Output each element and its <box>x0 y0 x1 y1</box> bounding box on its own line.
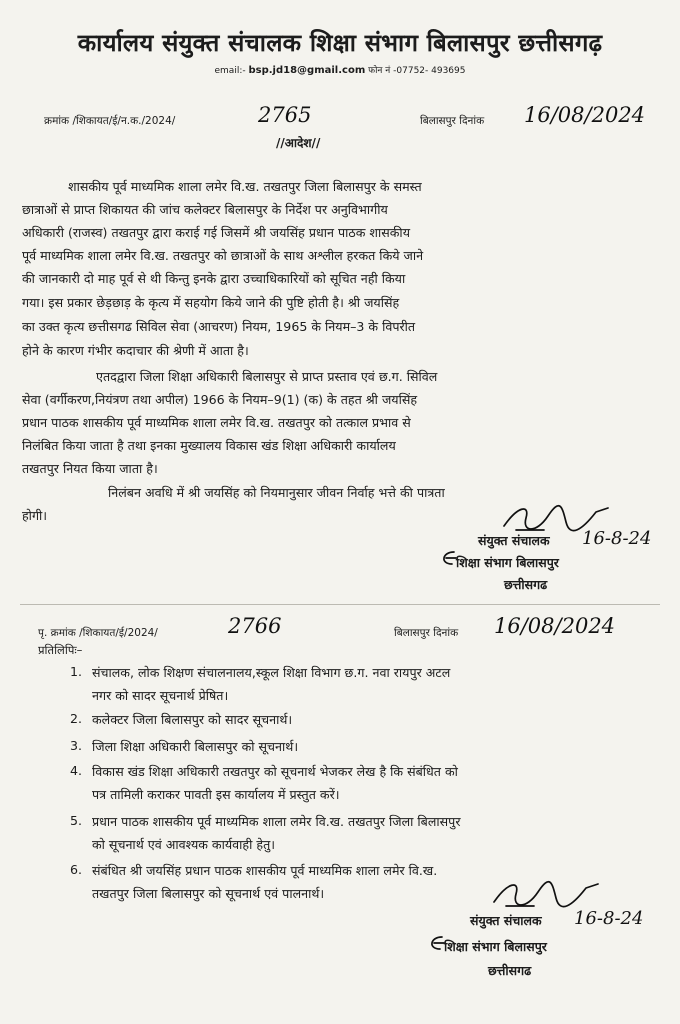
phone-label: फोन नं <box>368 66 391 76</box>
order-date: 16/08/2024 <box>524 103 646 127</box>
list-item-line: विकास खंड शिक्षा अधिकारी तखतपुर को सूचनार्थ भेजकर लेख है कि संबंधित को <box>92 764 458 779</box>
sig2-division: शिक्षा संभाग बिलासपुर <box>444 939 547 954</box>
office-title: कार्यालय संयुक्त संचालक शिक्षा संभाग बिलासपुर छत्तीसगढ़ <box>77 29 603 57</box>
list-item-line: संचालक, लोक शिक्षण संचालनालय,स्कूल शिक्षा विभाग छ.ग. नवा रायपुर अटल <box>92 665 451 680</box>
endorsement-ref-prefix: पृ. क्रमांक /शिकायत/ई/2024/ <box>38 627 158 639</box>
para1-line: गया। इस प्रकार छेड़छाड़ के कृत्य में सहयोग किये जाने की पुष्टि होती है। श्री जयसिंह <box>22 295 400 310</box>
sig2-state: छत्तीसगढ <box>488 963 532 978</box>
contact-line <box>0 63 680 76</box>
para2-line: एतदद्वारा जिला शिक्षा अधिकारी बिलासपुर से प्राप्त प्रस्ताव एवं छ.ग. सिविल <box>96 369 438 384</box>
sig1-state: छत्तीसगढ <box>504 577 548 592</box>
list-item-number: 3. <box>70 738 83 753</box>
list-item-line: नगर को सादर सूचनार्थ प्रेषित। <box>92 688 229 703</box>
endorsement-ref-number: 2766 <box>228 614 282 638</box>
para1-line: शासकीय पूर्व माध्यमिक शाला लमेर वि.ख. तखतपुर जिला बिलासपुर के समस्त <box>68 179 422 194</box>
endorsement-place-date-label: बिलासपुर दिनांक <box>394 627 459 639</box>
list-item-number: 2. <box>70 711 83 726</box>
section-divider <box>20 604 660 605</box>
list-item-line: प्रधान पाठक शासकीय पूर्व माध्यमिक शाला लमेर वि.ख. तखतपुर जिला बिलासपुर <box>92 814 461 829</box>
phone-number: -07752- 493695 <box>393 66 466 76</box>
list-item-line: संबंधित श्री जयसिंह प्रधान पाठक शासकीय पूर्व माध्यमिक शाला लमेर वि.ख. <box>92 863 438 878</box>
list-item-number: 6. <box>70 862 83 877</box>
sig2-date: 16-8-24 <box>574 908 644 929</box>
order-ref-number: 2765 <box>258 103 312 127</box>
list-item-number: 5. <box>70 813 83 828</box>
list-item-number: 1. <box>70 664 83 679</box>
list-item-number: 4. <box>70 763 83 778</box>
para1-line: अधिकारी (राजस्व) तखतपुर द्वारा कराई गई जिसमें श्री जयसिंह प्रधान पाठक शासकीय <box>22 225 410 240</box>
email-address: bsp.jd18@gmail.com <box>248 65 366 76</box>
order-reference <box>44 114 175 128</box>
para1-line: छात्राओं से प्राप्त शिकायत की जांच कलेक्टर बिलासपुर के निर्देश पर अनुविभागीय <box>22 202 388 217</box>
sig1-date: 16-8-24 <box>582 528 652 549</box>
order-heading: //आदेश// <box>276 136 321 150</box>
email-label: email:- <box>214 66 246 76</box>
endorsement-date: 16/08/2024 <box>494 614 616 638</box>
para1-line: का उक्त कृत्य छत्तीसगढ सिविल सेवा (आचरण) नियम, 1965 के नियम–3 के विपरीत <box>22 319 416 334</box>
para1-line: होने के कारण गंभीर कदाचार की श्रेणी में आता है। <box>22 343 249 358</box>
sig1-designation: संयुक्त संचालक <box>478 533 550 548</box>
para1-line: पूर्व माध्यमिक शाला लमेर वि.ख. तखतपुर को छात्राओं के साथ अश्लील हरकत किये जाने <box>22 248 424 263</box>
list-item-line: पत्र तामिली कराकर पावती इस कार्यालय में प्रस्तुत करें। <box>92 787 340 802</box>
para3-line: होगी। <box>22 508 48 523</box>
para2-line: सेवा (वर्गीकरण,नियंत्रण तथा अपील) 1966 के नियम–9(1) (क) के तहत श्री जयसिंह <box>22 392 418 407</box>
list-item-line: जिला शिक्षा अधिकारी बिलासपुर को सूचनार्थ। <box>92 739 299 754</box>
copy-label: प्रतिलिपिः– <box>38 643 83 657</box>
list-item-line: को सूचनार्थ एवं आवश्यक कार्यवाही हेतु। <box>92 837 276 852</box>
order-ref-prefix: क्रमांक /शिकायत/ई/न.क./2024/ <box>44 115 176 127</box>
para2-line: प्रधान पाठक शासकीय पूर्व माध्यमिक शाला लमेर वि.ख. तखतपुर को तत्काल प्रभाव से <box>22 415 411 430</box>
sig2-designation: संयुक्त संचालक <box>470 913 542 928</box>
para3-line: निलंबन अवधि में श्री जयसिंह को नियमानुसार जीवन निर्वाह भत्ते की पात्रता <box>108 485 445 500</box>
para1-line: की जानकारी दो माह पूर्व से थी किन्तु इनके द्वारा उच्चाधिकारियों को सूचित नही किया <box>22 271 406 286</box>
para2-line: निलंबित किया जाता है तथा इनका मुख्यालय विकास खंड शिक्षा अधिकारी कार्यालय <box>22 438 396 453</box>
list-item-line: तखतपुर जिला बिलासपुर को सूचनार्थ एवं पालनार्थ। <box>92 886 325 901</box>
para2-line: तखतपुर नियत किया जाता है। <box>22 461 158 476</box>
order-place-date-label: बिलासपुर दिनांक <box>420 115 485 127</box>
sig1-division: शिक्षा संभाग बिलासपुर <box>456 555 559 570</box>
list-item-line: कलेक्टर जिला बिलासपुर को सादर सूचनार्थ। <box>92 712 293 727</box>
